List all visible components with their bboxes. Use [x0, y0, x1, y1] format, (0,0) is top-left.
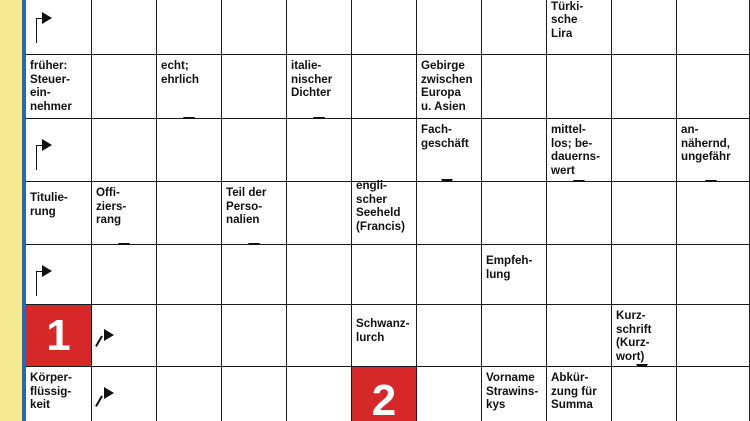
crossword-grid — [26, 0, 750, 421]
clue-text: Teil der Perso- nalien — [226, 186, 267, 227]
grid-cell[interactable] — [547, 305, 612, 367]
grid-cell[interactable] — [92, 119, 157, 182]
grid-cell[interactable] — [157, 182, 222, 245]
clue-cell-empfehlung — [482, 245, 547, 305]
grid-cell[interactable] — [26, 0, 92, 55]
clue-cell-mittellos — [547, 119, 612, 182]
grid-cell[interactable] — [677, 245, 750, 305]
grid-cell[interactable] — [157, 245, 222, 305]
grid-cell[interactable] — [612, 245, 677, 305]
clue-cell-teil-personalien — [222, 182, 287, 245]
grid-cell[interactable] — [287, 0, 352, 55]
grid-cell[interactable] — [287, 367, 352, 421]
arrow-right-icon — [42, 265, 52, 277]
grid-cell[interactable] — [677, 182, 750, 245]
grid-cell[interactable] — [92, 305, 157, 367]
clue-text: Titulie- rung — [30, 191, 68, 218]
grid-cell[interactable] — [612, 367, 677, 421]
clue-cell-echt — [157, 55, 222, 119]
clue-cell-frueher-steuer — [26, 55, 92, 119]
grid-cell[interactable] — [612, 182, 677, 245]
grid-cell[interactable] — [287, 305, 352, 367]
clue-cell-fachgeschaeft — [417, 119, 482, 182]
clue-text: früher: Steuer- ein- nehmer — [30, 59, 72, 113]
clue-text: Kurz- schrift (Kurz- wort) — [616, 309, 652, 363]
grid-cell[interactable] — [612, 0, 677, 55]
clue-text: Vorname Strawins- kys — [486, 371, 539, 412]
solution-number: 1 — [46, 310, 71, 360]
solution-number-cell[interactable] — [26, 305, 92, 367]
clue-cell-gebirge — [417, 55, 482, 119]
grid-cell[interactable] — [92, 55, 157, 119]
grid-cell[interactable] — [287, 245, 352, 305]
grid-cell[interactable] — [677, 305, 750, 367]
clue-text: Gebirge zwischen Europa u. Asien — [421, 59, 473, 113]
grid-cell[interactable] — [417, 182, 482, 245]
grid-cell[interactable] — [26, 119, 92, 182]
clue-text: Körper- flüssig- keit — [30, 371, 72, 412]
grid-cell[interactable] — [222, 119, 287, 182]
clue-text: Fach- geschäft — [421, 123, 469, 150]
clue-text: mittel- los; be- dauerns- wert — [551, 123, 600, 177]
grid-cell[interactable] — [677, 0, 750, 55]
grid-cell[interactable] — [612, 119, 677, 182]
arrow-right-icon — [42, 12, 52, 24]
clue-cell-ital-dichter — [287, 55, 352, 119]
clue-text: an- nähernd, ungefähr — [681, 123, 731, 164]
grid-cell[interactable] — [352, 119, 417, 182]
grid-cell[interactable] — [157, 119, 222, 182]
grid-cell[interactable] — [26, 245, 92, 305]
grid-cell[interactable] — [222, 55, 287, 119]
arrow-right-icon — [42, 139, 52, 151]
clue-cell-kurzschrift — [612, 305, 677, 367]
grid-cell[interactable] — [417, 245, 482, 305]
grid-cell[interactable] — [352, 245, 417, 305]
grid-cell[interactable] — [92, 367, 157, 421]
grid-cell[interactable] — [157, 305, 222, 367]
clue-cell-abk-lira — [547, 0, 612, 55]
grid-cell[interactable] — [482, 55, 547, 119]
clue-cell-titulierung — [26, 182, 92, 245]
clue-text: Abkür- zung für Summa — [551, 371, 597, 412]
arrow-right-icon — [104, 329, 114, 341]
clue-cell-engl-seeheld — [352, 179, 417, 245]
grid-cell[interactable] — [352, 0, 417, 55]
grid-cell[interactable] — [482, 0, 547, 55]
grid-cell[interactable] — [222, 367, 287, 421]
grid-cell[interactable] — [92, 0, 157, 55]
grid-cell[interactable] — [482, 305, 547, 367]
clue-cell-schwanzlurch — [352, 305, 417, 367]
grid-cell[interactable] — [547, 55, 612, 119]
arrow-right-icon — [104, 387, 114, 399]
grid-cell[interactable] — [417, 367, 482, 421]
grid-cell[interactable] — [612, 55, 677, 119]
clue-text: Türki- sche Lira — [551, 0, 584, 40]
grid-cell[interactable] — [157, 367, 222, 421]
grid-cell[interactable] — [547, 182, 612, 245]
clue-cell-vorname-strawinsky — [482, 367, 547, 421]
clue-text: echt; ehrlich — [161, 59, 200, 86]
clue-text: Empfeh- lung — [486, 254, 533, 281]
solution-number-cell[interactable] — [352, 367, 417, 421]
clue-cell-koerperfluessigkeit — [26, 367, 92, 421]
grid-cell[interactable] — [417, 305, 482, 367]
grid-cell[interactable] — [547, 245, 612, 305]
grid-cell[interactable] — [222, 305, 287, 367]
arrow-tail — [95, 396, 103, 407]
grid-cell[interactable] — [352, 55, 417, 119]
grid-cell[interactable] — [677, 55, 750, 119]
clue-text: Offi- ziers- rang — [96, 186, 127, 227]
grid-cell[interactable] — [92, 245, 157, 305]
clue-cell-abk-summa — [547, 367, 612, 421]
grid-cell[interactable] — [417, 0, 482, 55]
grid-cell[interactable] — [287, 182, 352, 245]
clue-text: Schwanz- lurch — [356, 317, 410, 344]
clue-text: engli- scher Seeheld (Francis) — [356, 179, 405, 233]
grid-cell[interactable] — [482, 119, 547, 182]
solution-number: 2 — [371, 375, 397, 421]
arrow-tail — [95, 336, 103, 347]
grid-cell[interactable] — [482, 182, 547, 245]
grid-cell[interactable] — [222, 0, 287, 55]
clue-text: italie- nischer Dichter — [291, 59, 333, 100]
grid-cell[interactable] — [287, 119, 352, 182]
grid-cell[interactable] — [157, 0, 222, 55]
yellow-margin-strip — [0, 0, 22, 421]
grid-cell[interactable] — [222, 245, 287, 305]
clue-cell-offiziersrang — [92, 182, 157, 245]
grid-cell[interactable] — [677, 367, 750, 421]
clue-cell-annaehernd — [677, 119, 750, 182]
